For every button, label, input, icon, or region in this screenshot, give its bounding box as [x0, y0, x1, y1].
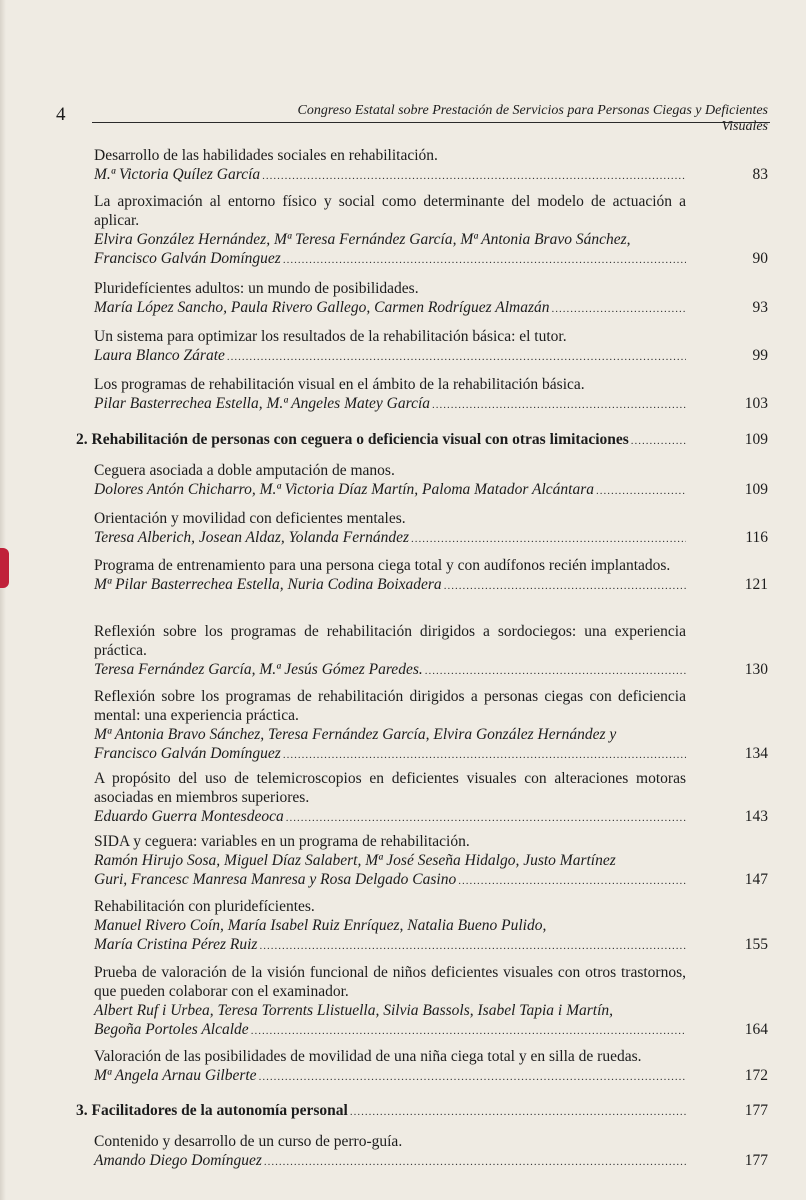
entry-last-author-line [94, 165, 686, 186]
dot-leader [631, 432, 686, 451]
page-ref: 116 [745, 529, 768, 546]
entry-authors-final: Begoña Portoles Alcalde [94, 1021, 249, 1038]
entry-title: Reflexión sobre los programas de rehabilitación dirigidos a sordociegos: una experiencia práctica. [94, 623, 686, 659]
dot-leader [283, 251, 686, 270]
dot-leader [350, 1103, 686, 1122]
entry-authors-final: Laura Blanco Zárate [94, 347, 225, 364]
dot-leader [259, 937, 686, 956]
page-edge [0, 0, 6, 1200]
entry-title: Ceguera asociada a doble amputación de manos. [94, 462, 395, 479]
entry-authors-final: María Cristina Pérez Ruiz [94, 936, 258, 953]
entry-title: Contenido y desarrollo de un curso de perro-guía. [94, 1133, 403, 1150]
page-ref: 177 [744, 1152, 768, 1169]
entry-last-author-line [94, 575, 686, 596]
entry-authors-final: Mª Angela Arnau Gilberte [94, 1067, 257, 1084]
entry-title: Rehabilitación con pluridefícientes. [94, 898, 315, 915]
entry-last-author-line [94, 935, 686, 956]
dot-leader [444, 577, 686, 596]
red-tab-marker [0, 548, 9, 588]
section-line [76, 430, 686, 451]
section-heading [76, 1101, 768, 1122]
page-ref: 90 [752, 250, 768, 267]
toc-entry [94, 556, 768, 596]
entry-last-author-line [94, 394, 686, 415]
dot-leader [262, 167, 686, 186]
entry-authors-final: Eduardo Guerra Montesdeoca [94, 808, 284, 825]
dot-leader [283, 746, 686, 765]
toc-entry [94, 832, 768, 891]
page-number: 4 [56, 104, 66, 125]
dot-leader [596, 482, 686, 501]
entry-authors: Manuel Rivero Coín, María Isabel Ruiz Enríquez, Natalia Bueno Pulido, [94, 917, 547, 934]
entry-last-author-line [94, 660, 686, 681]
toc-entry [94, 279, 768, 319]
toc-entry [94, 963, 768, 1041]
section-title: 3. Facilitadores de la autonomía personal [76, 1102, 348, 1119]
page-ref: 147 [744, 871, 768, 888]
entry-authors-final: Amando Diego Domínguez [94, 1152, 262, 1169]
entry-title: Los programas de rehabilitación visual en el ámbito de la rehabilitación básica. [94, 376, 585, 393]
entry-authors-final: Dolores Antón Chicharro, M.ª Victoria Díaz Martín, Paloma Matador Alcántara [94, 481, 594, 498]
page-ref: 130 [744, 661, 768, 678]
toc-entry [94, 769, 768, 828]
entry-title: Orientación y movilidad con deficientes mentales. [94, 510, 406, 527]
dot-leader [227, 348, 686, 367]
entry-title: Prueba de valoración de la visión funcional de niños deficientes visuales con otros trastornos, que pueden colaborar con el examinador. [94, 964, 686, 1000]
entry-last-author-line [94, 1151, 686, 1172]
entry-authors: Albert Ruf i Urbea, Teresa Torrents Llistuella, Silvia Bassols, Isabel Tapia i Martín, [94, 1002, 614, 1019]
entry-last-author-line [94, 346, 686, 367]
page-ref: 121 [744, 576, 768, 593]
dot-leader [411, 530, 686, 549]
entry-authors-final: Teresa Alberich, Josean Aldaz, Yolanda Fernández [94, 529, 410, 546]
page-ref: 143 [744, 808, 768, 825]
entry-last-author-line [94, 870, 686, 891]
page-ref: 109 [744, 481, 768, 498]
toc-entry [94, 327, 768, 367]
entry-title: Pluridefícientes adultos: un mundo de posibilidades. [94, 280, 419, 297]
header-rule [92, 122, 770, 123]
entry-title: A propósito del uso de telemicroscopios en deficientes visuales con alteraciones motoras asociadas en miembros superiores. [94, 770, 686, 806]
dot-leader [259, 1068, 686, 1087]
entry-authors-final: Pilar Basterrechea Estella, M.ª Angeles Matey García [94, 395, 431, 412]
dot-leader [286, 809, 686, 828]
page-ref: 155 [744, 936, 768, 953]
entry-last-author-line [94, 298, 686, 319]
page-ref: 103 [744, 395, 768, 412]
entry-authors-final: M.ª Victoria Quílez García [94, 166, 261, 183]
toc-entry [94, 897, 768, 956]
toc-entry [94, 1132, 768, 1172]
entry-authors-final: Francisco Galván Domínguez [94, 745, 281, 762]
page-ref: 164 [744, 1021, 768, 1038]
entry-title: Desarrollo de las habilidades sociales en rehabilitación. [94, 147, 438, 164]
page-ref: 134 [744, 745, 768, 762]
page-ref: 109 [744, 431, 768, 448]
dot-leader [425, 662, 686, 681]
entry-title: Reflexión sobre los programas de rehabilitación dirigidos a personas ciegas con deficiencia mental: una experiencia práctica. [94, 688, 686, 724]
page-ref: 177 [744, 1102, 768, 1119]
toc-entry [94, 1047, 768, 1087]
entry-last-author-line [94, 249, 686, 270]
running-header: Congreso Estatal sobre Prestación de Servicios para Personas Ciegas y Deficientes Visuales [297, 103, 768, 134]
toc-entry [94, 146, 768, 186]
toc-entry [94, 687, 768, 765]
page-ref: 93 [752, 299, 768, 316]
dot-leader [264, 1153, 686, 1172]
entry-last-author-line [94, 528, 686, 549]
entry-last-author-line [94, 1020, 686, 1041]
section-heading [76, 430, 768, 451]
entry-authors: Ramón Hirujo Sosa, Miguel Díaz Salabert, Mª José Seseña Hidalgo, Justo Martínez [94, 852, 616, 869]
entry-authors: Mª Antonia Bravo Sánchez, Teresa Fernández García, Elvira González Hernández y [94, 726, 617, 743]
entry-authors-final: María López Sancho, Paula Rivero Gallego, Carmen Rodríguez Almazán [94, 299, 550, 316]
toc-entry [94, 375, 768, 415]
toc-entry [94, 461, 768, 501]
entry-title: Programa de entrenamiento para una persona ciega total y con audífonos recién implantados. [94, 557, 671, 574]
dot-leader [432, 396, 686, 415]
entry-last-author-line [94, 807, 686, 828]
entry-title: Valoración de las posibilidades de movilidad de una niña ciega total y en silla de ruedas. [94, 1048, 642, 1065]
entry-authors-final: Teresa Fernández García, M.ª Jesús Gómez Paredes. [94, 661, 423, 678]
entry-last-author-line [94, 744, 686, 765]
page-ref: 99 [752, 347, 768, 364]
page-ref: 83 [752, 166, 768, 183]
entry-title: SIDA y ceguera: variables en un programa de rehabilitación. [94, 833, 470, 850]
entry-last-author-line [94, 480, 686, 501]
dot-leader [251, 1022, 686, 1041]
toc-entry [94, 192, 768, 270]
entry-title: La aproximación al entorno físico y social como determinante del modelo de actuación a aplicar. [94, 193, 686, 229]
page-ref: 172 [744, 1067, 768, 1084]
toc-entry [94, 509, 768, 549]
entry-title: Un sistema para optimizar los resultados de la rehabilitación básica: el tutor. [94, 328, 567, 345]
dot-leader [552, 300, 687, 319]
section-title: 2. Rehabilitación de personas con ceguera o deficiencia visual con otras limitaciones [76, 431, 629, 448]
dot-leader [458, 872, 686, 891]
section-line [76, 1101, 686, 1122]
entry-authors-final: Francisco Galván Domínguez [94, 250, 281, 267]
entry-authors-final: Mª Pilar Basterrechea Estella, Nuria Codina Boixadera [94, 576, 442, 593]
entry-authors-final: Guri, Francesc Manresa Manresa y Rosa Delgado Casino [94, 871, 457, 888]
toc-entry [94, 622, 768, 681]
entry-authors: Elvira González Hernández, Mª Teresa Fernández García, Mª Antonia Bravo Sánchez, [94, 231, 631, 248]
entry-last-author-line [94, 1066, 686, 1087]
